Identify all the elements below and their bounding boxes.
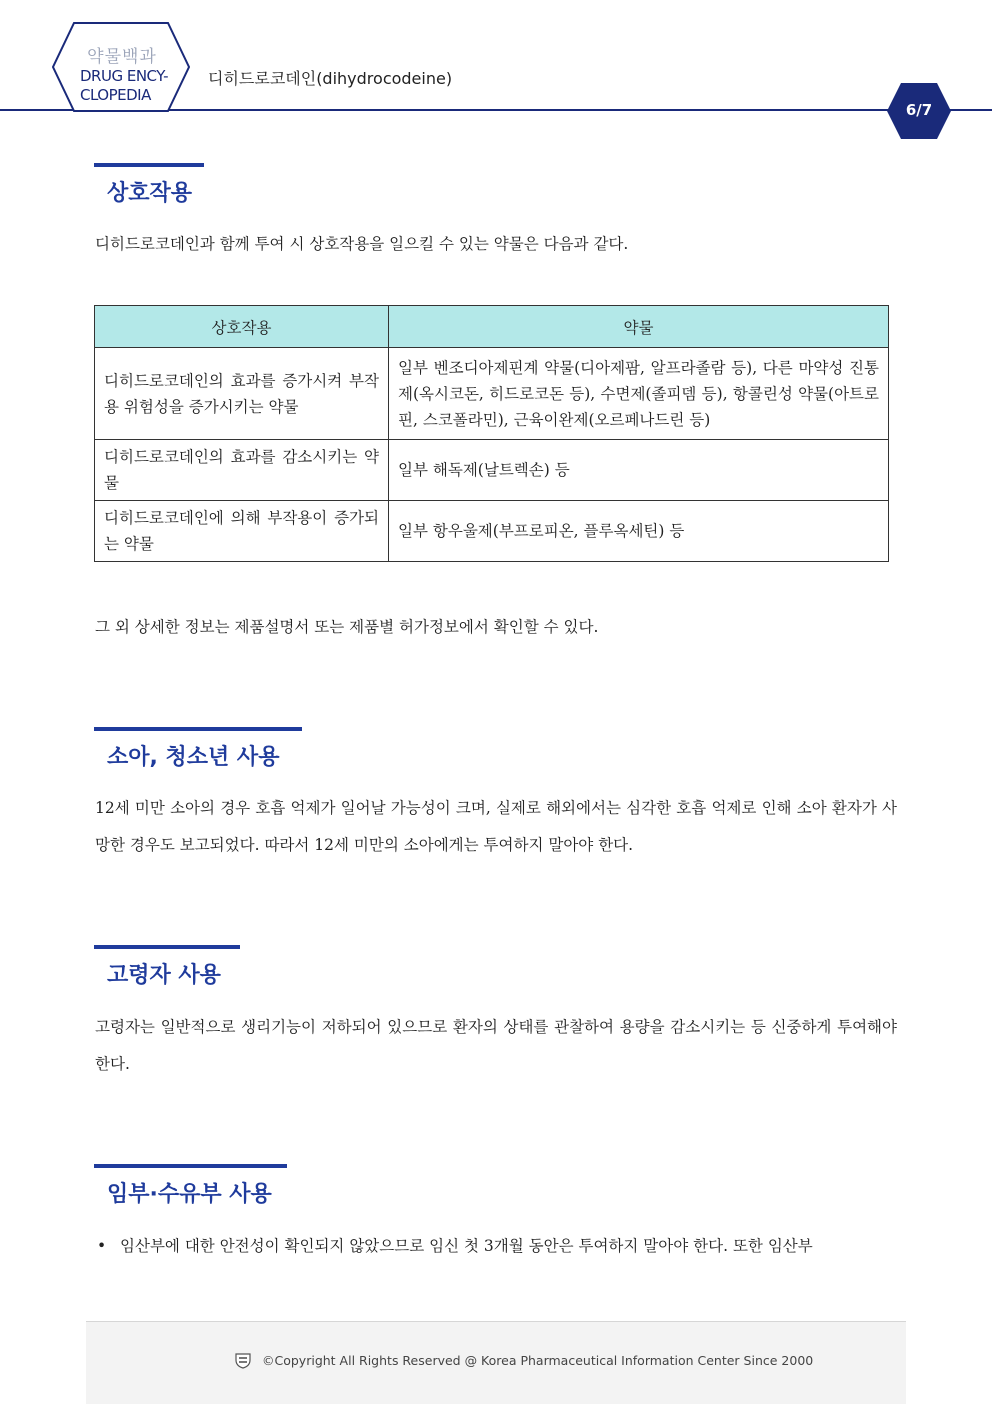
table-row: [95, 440, 889, 501]
section-bar-elderly: [94, 945, 240, 949]
table-header-interaction: 상호작용: [95, 306, 389, 348]
section-title-pediatric: 소아, 청소년 사용: [107, 745, 280, 770]
pregnancy-bullet: •: [97, 1237, 107, 1255]
footer-copyright: ©Copyright All Rights Reserved @ Korea Pharmaceutical Information Center Since 2000: [262, 1353, 814, 1368]
table-cell: 디히드로코데인의 효과를 증가시켜 부작용 위험성을 증가시키는 약물: [95, 348, 389, 440]
logo-english-line-2: CLOPEDIA: [80, 86, 151, 104]
document-title: 디히드로코데인(dihydrocodeine): [208, 69, 453, 88]
section-title-elderly: 고령자 사용: [107, 963, 221, 988]
shield-icon: [235, 1352, 251, 1369]
section-bar-pediatric: [94, 727, 302, 731]
interaction-outro: 그 외 상세한 정보는 제품설명서 또는 제품별 허가정보에서 확인할 수 있다.: [95, 618, 599, 636]
section-title-pregnancy: 임부·수유부 사용: [107, 1182, 272, 1207]
section-bar-pregnancy: [94, 1164, 287, 1168]
table-cell: 일부 항우울제(부프로피온, 플루옥세틴) 등: [389, 501, 889, 562]
logo-english-line-1: DRUG ENCY-: [80, 67, 169, 85]
pregnancy-text: 임산부에 대한 안전성이 확인되지 않았으므로 임신 첫 3개월 동안은 투여하지 말아야 한다. 또한 임산부: [120, 1237, 813, 1255]
table-row: [95, 501, 889, 562]
elderly-text: 고령자는 일반적으로 생리기능이 저하되어 있으므로 환자의 상태를 관찰하여 용량을 감소시키는 등 신중하게 투여해야 한다.: [95, 1018, 897, 1073]
table-cell: 일부 벤조디아제핀계 약물(디아제팜, 알프라졸람 등), 다른 마약성 진통제(옥시코돈, 히드로코돈 등), 수면제(졸피뎀 등), 항콜린성 약물(아트로핀, 스코폴라민), 근육이완제(오르페나드린 등): [389, 348, 889, 440]
section-title-interaction: 상호작용: [107, 181, 193, 206]
table-header-row: [95, 306, 889, 348]
logo: [70, 42, 180, 105]
interaction-table: [94, 305, 889, 562]
table-header-drugs: 약물: [389, 306, 889, 348]
page-number: 6/7: [905, 101, 933, 119]
pediatric-text: 12세 미만 소아의 경우 호흡 억제가 일어날 가능성이 크며, 실제로 해외에서는 심각한 호흡 억제로 인해 소아 환자가 사망한 경우도 보고되었다. 따라서 12세 미만의 소아에게는 투여하지 말아야 한다.: [95, 799, 897, 854]
table-cell: 디히드로코데인의 효과를 감소시키는 약물: [95, 440, 389, 501]
table-row: [95, 348, 889, 440]
logo-korean: 약물백과: [87, 47, 157, 67]
table-cell: 디히드로코데인에 의해 부작용이 증가되는 약물: [95, 501, 389, 562]
interaction-intro: 디히드로코데인과 함께 투여 시 상호작용을 일으킬 수 있는 약물은 다음과 같다.: [95, 235, 629, 253]
section-bar-interaction: [94, 163, 204, 167]
table-cell: 일부 해독제(날트렉손) 등: [389, 440, 889, 501]
